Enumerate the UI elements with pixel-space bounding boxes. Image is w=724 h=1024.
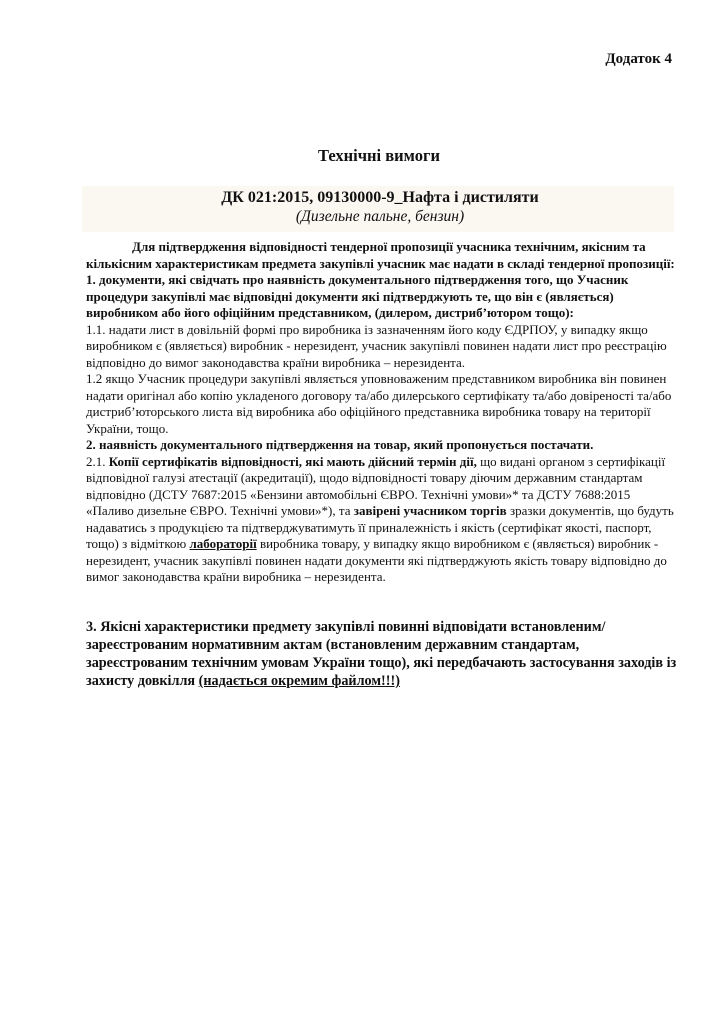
separate-file-note: (надається окремим файлом!!!) xyxy=(198,673,400,689)
section-2-text-b: зразки документів, що будуть надаватись з продукцією та підтверджуватимуть її приналежність і якість (сертифікат якості, паспорт, тощо) з відміткою xyxy=(86,503,674,551)
procurement-subtitle: (Дизельне пальне, бензин) xyxy=(295,208,465,225)
intro-paragraph: Для підтвердження відповідності тендерної пропозиції учасника технічним, якісним та кількісним характеристикам предмета закупівлі учасник має надати в складі тендерної пропозиції: xyxy=(86,239,675,271)
certified-by-bidder: завірені учасником торгів xyxy=(353,503,507,518)
section-2-heading: 2. наявність документального підтвердження на товар, який пропонується постачати. xyxy=(86,437,594,452)
section-1-item-1: 1.1. надати лист в довільній формі про виробника із зазначенням його коду ЄДРПОУ, у випадку якщо виробником є (являється) виробник - нерезидент, учасник закупівлі повинен надати лист про реєстрацію відповідно до вимог законодавства країни виробника – нерезидента. xyxy=(86,321,667,370)
appendix-label: Додаток 4 xyxy=(605,51,672,67)
section-1-item-2: 1.2 якщо Учасник процедури закупівлі являється уповноваженим представником виробника він повинен надати оригінал або копію укладеного договору та/або дилерського сертифікату та/або довіреності та/або дистриб’юторського листа від виробника або офіційного представника виробника товару на території України, тощо. xyxy=(86,371,672,436)
section-1-heading: 1. документи, які свідчать про наявність документального підтвердження того, що Учасник процедури закупівлі має відповідні документи які підтверджують те, що він є (являється) виробником або його офіційним представником, (дилером, дистриб’ютором тощо): xyxy=(86,272,629,320)
section-2-text-a: що видані органом з сертифікації відповідної галузі атестації (акредитації), щодо відповідності товару діючим державним стандартам відповідно (ДСТУ 7687:2015 «Бензини автомобільні ЄВРО. Технічні умови»* та ДСТУ 7688:2015 «Паливо дизельне ЄВРО. Технічні умови»*), та xyxy=(86,453,666,518)
page-title: Технічні вимоги xyxy=(318,146,440,165)
section-3-paragraph xyxy=(86,618,682,690)
laboratory-underlined: лабораторії xyxy=(189,536,257,551)
section-3-text: 3. Якісні характеристики предмету закупівлі повинні відповідати встановленим/зареєстрованим нормативним актам (встановленим державним стандартам, зареєстрованим технічним умовам України тощо), які передбачають застосування заходів із захисту довкілля xyxy=(86,619,677,689)
procurement-code: ДК 021:2015, 09130000-9_Нафта і дистиляти xyxy=(221,189,539,206)
section-2-item-prefix: 2.1. xyxy=(86,453,109,469)
section-2-text-c: виробника товару, у випадку якщо виробником є (являється) виробник - нерезидент, учасник закупівлі повинен надати документи які підтверджують якість товару відповідно до вимог законодавства країни виробника – нерезидента. xyxy=(86,536,667,584)
requirements-body xyxy=(86,239,678,586)
certificates-bold: Копії сертифікатів відповідності, які мають дійсний термін дії, xyxy=(108,453,477,469)
section-2-item-1 xyxy=(86,454,678,586)
